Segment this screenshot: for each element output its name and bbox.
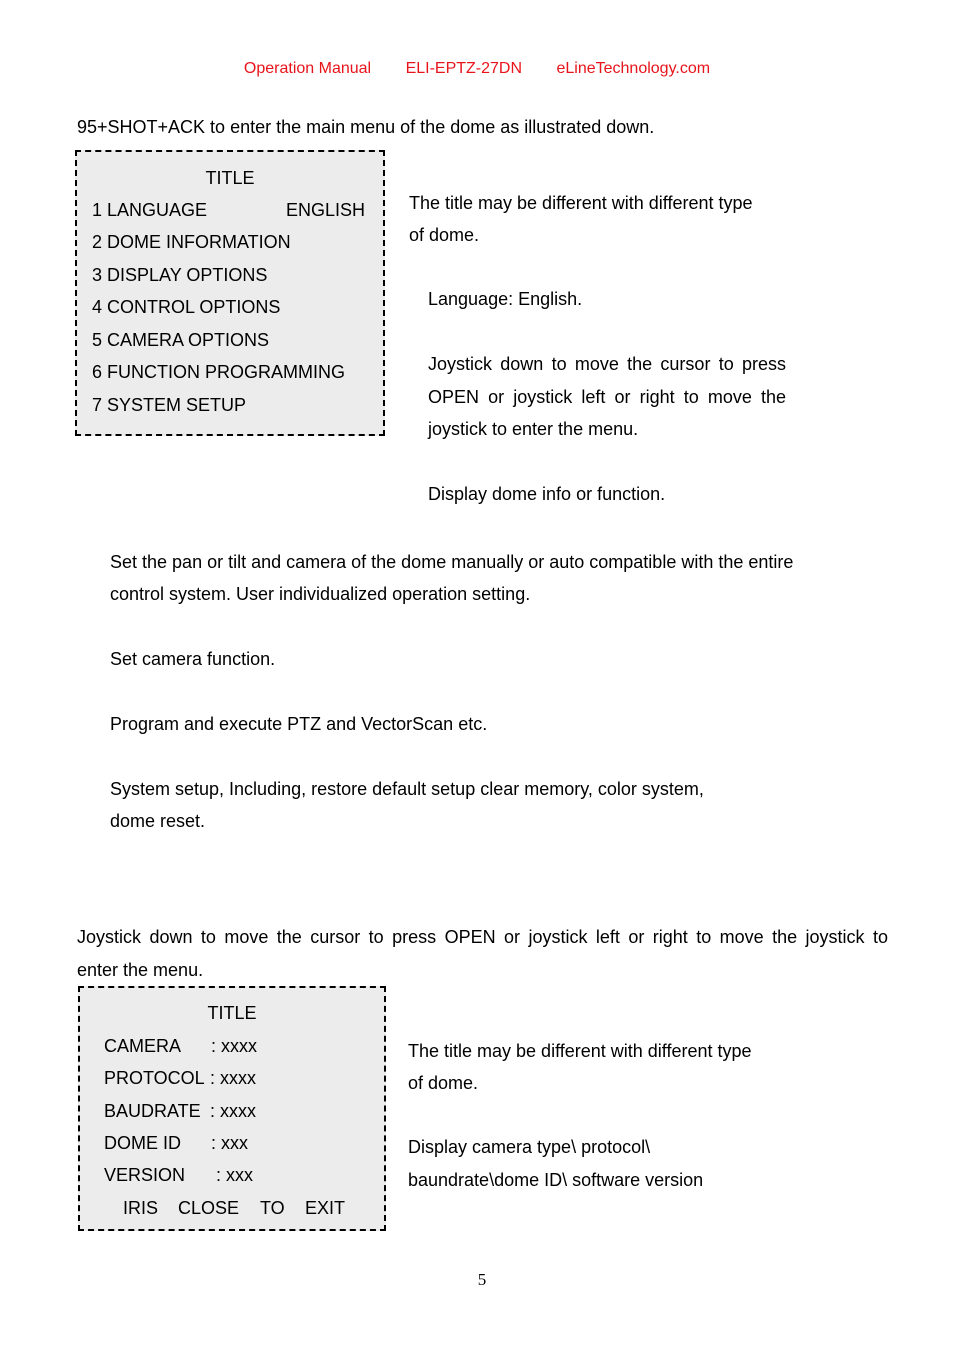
info-version-value: : xxx — [216, 1165, 254, 1185]
info-camera-label: CAMERA — [104, 1036, 182, 1056]
menu-item-display-options: 3 DISPLAY OPTIONS — [92, 265, 268, 285]
control-desc-line-1: Set the pan or tilt and camera of the dome manually or auto compatible with the entire — [110, 552, 794, 572]
info-protocol-value: : xxxx — [210, 1068, 257, 1088]
menu-item-control-options: 4 CONTROL OPTIONS — [92, 297, 281, 317]
info-footer-exit: EXIT — [305, 1198, 346, 1218]
info-title-note-line-1: The title may be different with different type — [408, 1041, 752, 1061]
program-desc: Program and execute PTZ and VectorScan etc. — [110, 714, 488, 734]
joystick-note-line-2: OPEN or joystick left or right to move the — [428, 387, 786, 407]
info-footer-close: CLOSE — [178, 1198, 240, 1218]
menu-item-dome-information: 2 DOME INFORMATION — [92, 232, 291, 252]
page-header — [0, 61, 954, 77]
info-display-note-line-2: baundrate\dome ID\ software version — [408, 1170, 704, 1190]
info-version-label: VERSION — [104, 1165, 186, 1185]
menu-item-language: 1 LANGUAGE — [92, 200, 208, 220]
control-desc-line-2: control system. User individualized operation setting. — [110, 584, 531, 604]
info-camera-value: : xxxx — [211, 1036, 258, 1056]
info-title-note-line-2: of dome. — [408, 1073, 479, 1093]
intro-text: 95+SHOT+ACK to enter the main menu of the dome as illustrated down. — [77, 117, 655, 137]
main-menu-title: TITLE — [205, 168, 255, 188]
joystick-note-line-1: Joystick down to move the cursor to press — [428, 354, 786, 374]
info-footer-iris: IRIS — [123, 1198, 159, 1218]
header-manual: Operation Manual — [243, 60, 372, 77]
menu-item-language-value: ENGLISH — [286, 200, 366, 220]
info-dome-id-value: : xxx — [211, 1133, 249, 1153]
header-website: eLineTechnology.com — [556, 60, 711, 77]
header-model: ELI-EPTZ-27DN — [405, 60, 523, 77]
info-baudrate-label: BAUDRATE — [104, 1101, 201, 1121]
menu-item-system-setup: 7 SYSTEM SETUP — [92, 395, 247, 415]
system-desc-line-2: dome reset. — [110, 811, 206, 831]
info-menu-title: TITLE — [207, 1003, 257, 1023]
language-note: Language: English. — [428, 289, 583, 309]
title-note-line-1: The title may be different with different type — [409, 193, 753, 213]
page-number: 5 — [477, 1270, 487, 1289]
info-protocol-label: PROTOCOL — [104, 1068, 205, 1088]
joystick-paragraph-line-2: enter the menu. — [77, 960, 204, 980]
camera-desc: Set camera function. — [110, 649, 276, 669]
display-note: Display dome info or function. — [428, 484, 666, 504]
menu-item-camera-options: 5 CAMERA OPTIONS — [92, 330, 270, 350]
info-baudrate-value: : xxxx — [210, 1101, 257, 1121]
dome-info-menu-box — [78, 986, 386, 1231]
info-dome-id-label: DOME ID — [104, 1133, 182, 1153]
joystick-paragraph-line-1: Joystick down to move the cursor to press OPEN or joystick left or right to move the joystick to — [77, 927, 888, 947]
system-desc-line-1: System setup, Including, restore default setup clear memory, color system, — [110, 779, 704, 799]
joystick-note-line-3: joystick to enter the menu. — [428, 419, 639, 439]
info-display-note-line-1: Display camera type\ protocol\ — [408, 1137, 651, 1157]
title-note-line-2: of dome. — [409, 225, 480, 245]
menu-item-function-programming: 6 FUNCTION PROGRAMMING — [92, 362, 346, 382]
main-menu-box — [75, 150, 385, 436]
info-footer-to: TO — [260, 1198, 285, 1218]
